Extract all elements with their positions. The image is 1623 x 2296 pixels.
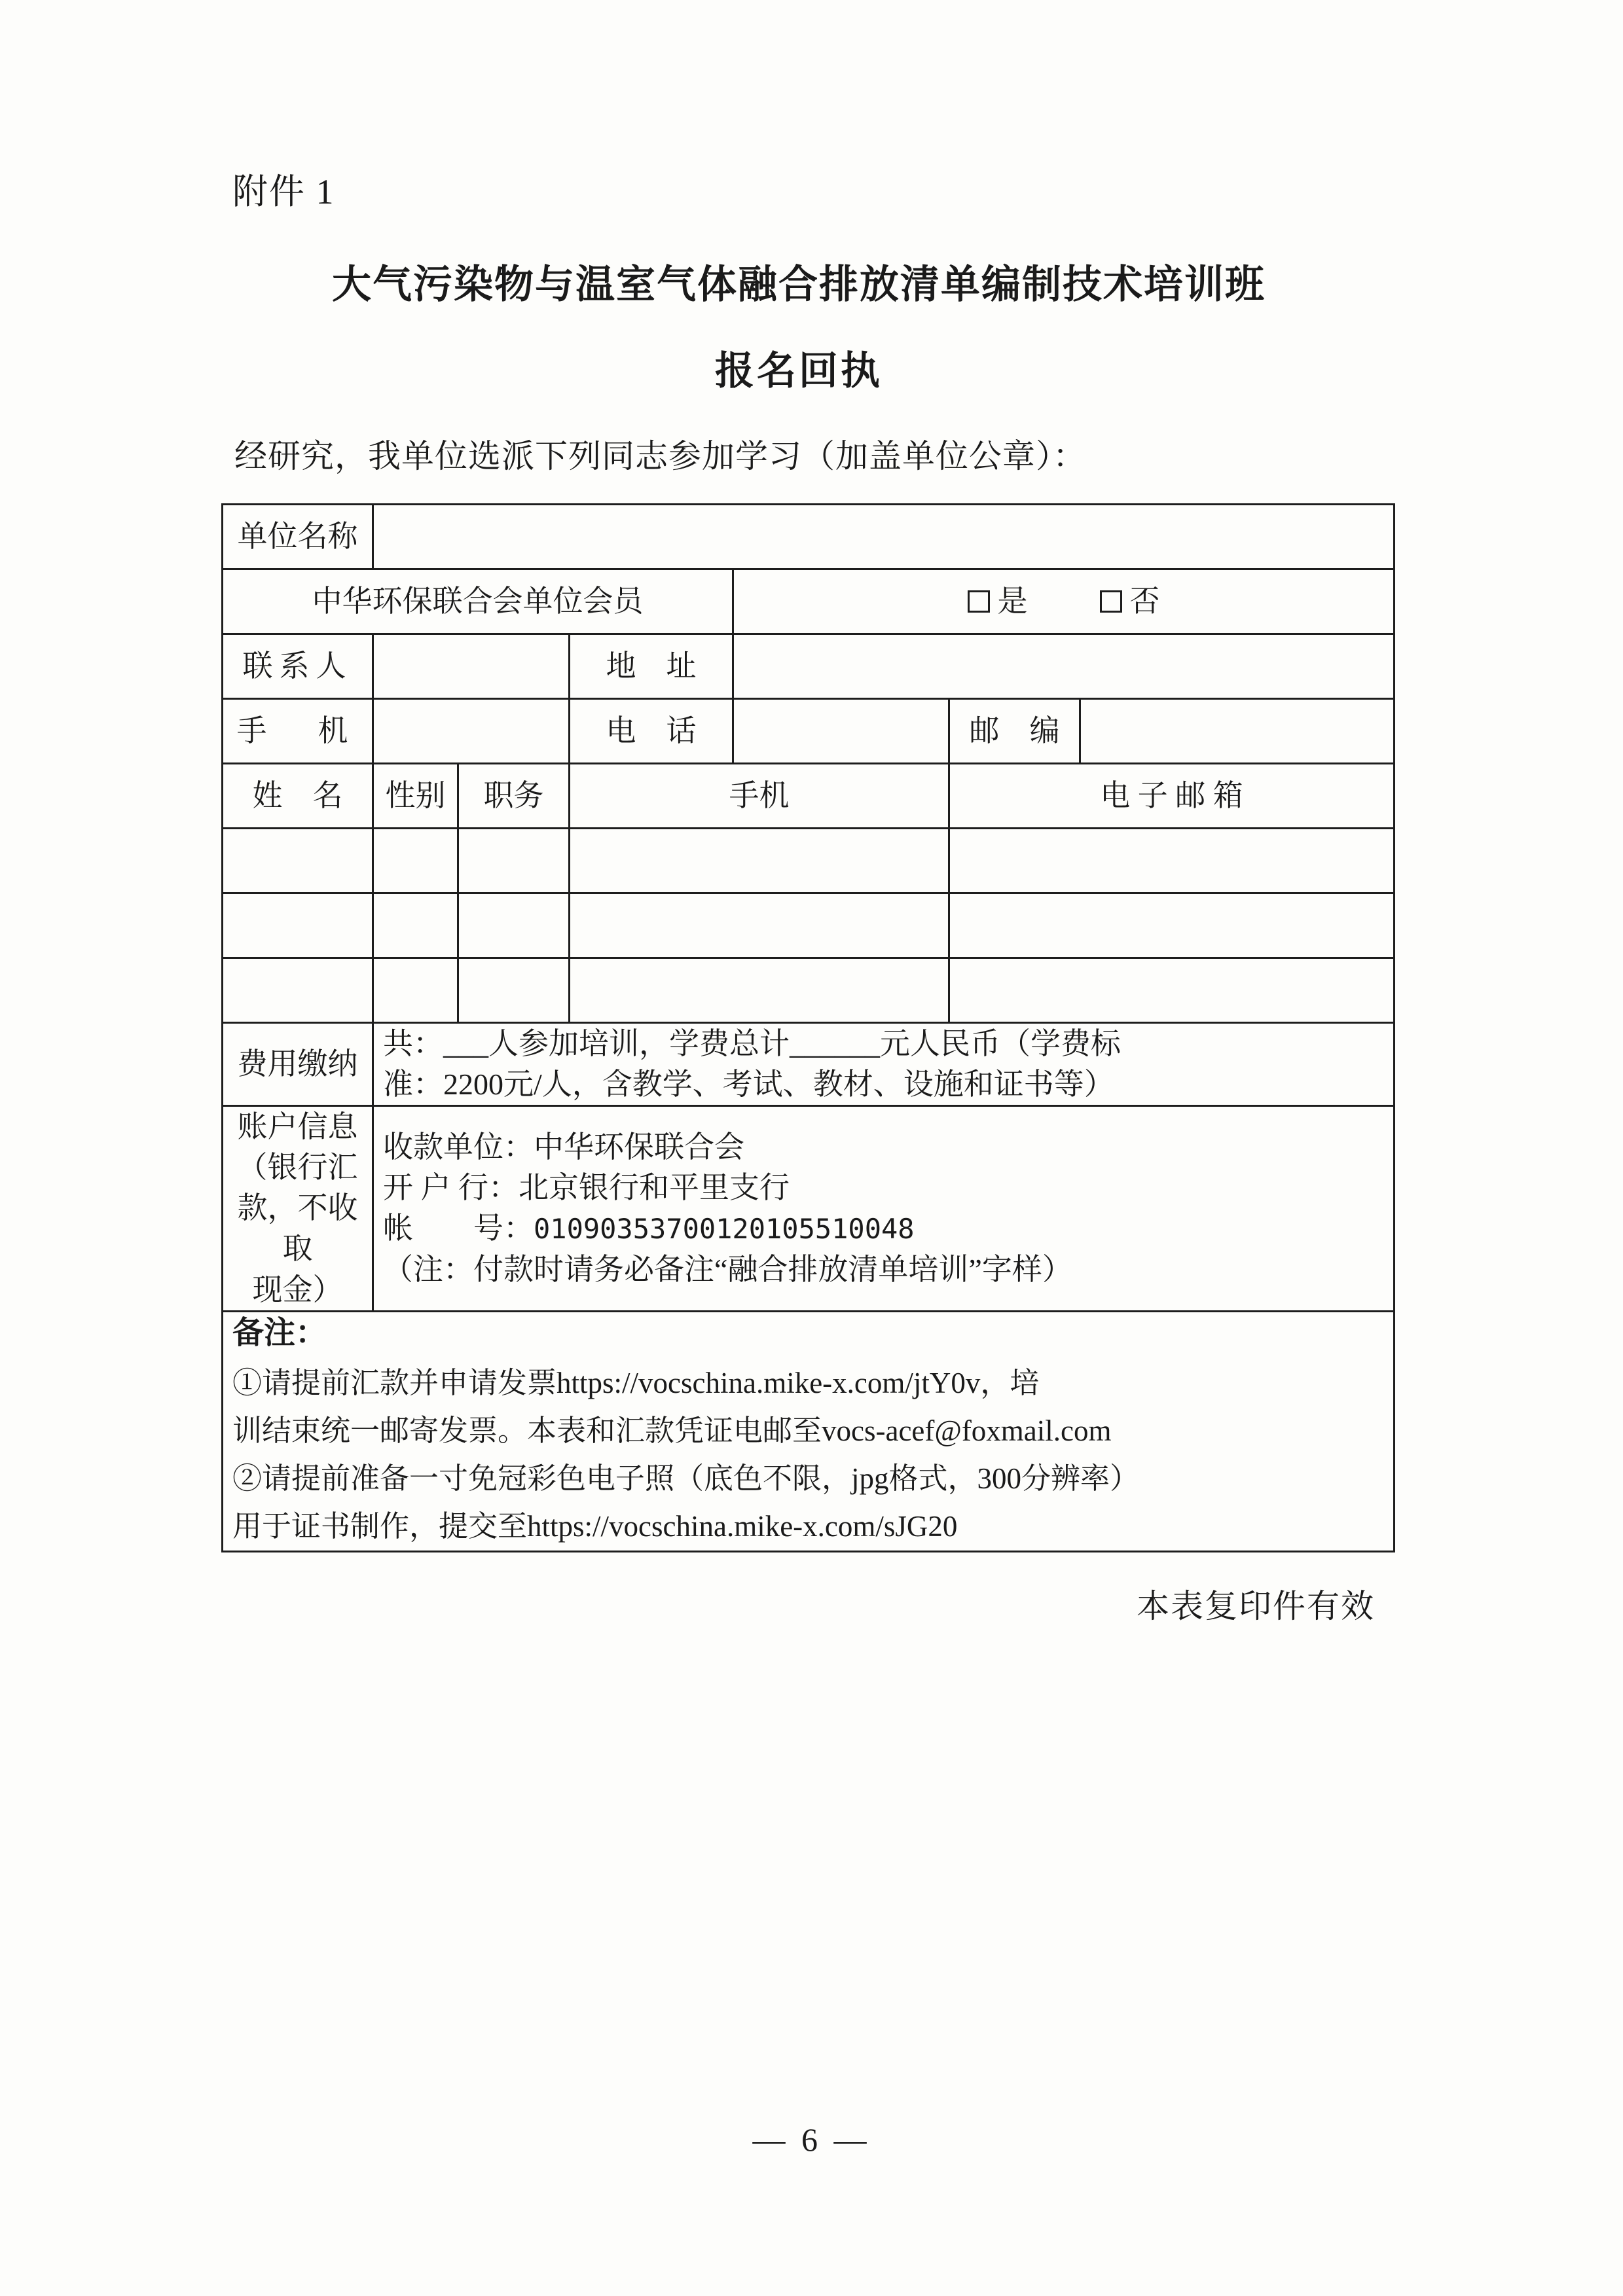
notes-title: 备注：	[232, 1315, 327, 1350]
lead-paragraph: 经研究，我单位选派下列同志参加学习（加盖单位公章）：	[234, 438, 1086, 475]
account-number-label: 帐 号：	[383, 1211, 534, 1246]
zip-label: 邮 编	[949, 699, 1080, 764]
person-name-input[interactable]	[223, 829, 373, 893]
account-payee-line	[383, 1127, 1384, 1168]
table-row-account	[223, 1106, 1395, 1311]
membership-yes-option[interactable]	[968, 581, 1028, 622]
membership-choices[interactable]	[733, 569, 1395, 634]
account-label-line-1: 账户信息	[237, 1110, 358, 1144]
person-gender-input[interactable]	[373, 958, 458, 1023]
address-label: 地 址	[570, 634, 733, 699]
person-name-input[interactable]	[223, 958, 373, 1023]
page-title: 大气污染物与温室气体融合排放清单编制技术培训班	[332, 263, 1266, 306]
account-bank-value: 北京银行和平里支行	[519, 1171, 790, 1205]
person-mobile-input[interactable]	[570, 893, 949, 958]
zip-input[interactable]	[1080, 699, 1395, 764]
fee-line-1: 共：___人参加培训，学费总计______元人民币（学费标	[383, 1027, 1121, 1060]
fee-description	[373, 1023, 1395, 1106]
account-details	[373, 1106, 1395, 1311]
person-gender-input[interactable]	[373, 893, 458, 958]
person-position-input[interactable]	[458, 958, 570, 1023]
table-row-person-headers	[223, 764, 1395, 829]
account-note: （注：付款时请务必备注“融合排放清单培训”字样）	[383, 1252, 1072, 1286]
address-input[interactable]	[733, 634, 1395, 699]
notes-line-1: ①请提前汇款并申请发票https://vocschina.mike-x.com/jtY0v，培	[232, 1367, 1040, 1400]
table-row-fee	[223, 1023, 1395, 1106]
mobile-label: 手 机	[223, 699, 373, 764]
person-email-input[interactable]	[949, 893, 1395, 958]
account-label-line-3: 款，不收取	[237, 1191, 358, 1266]
account-label	[223, 1106, 373, 1311]
contact-label: 联系人	[223, 634, 373, 699]
membership-label: 中华环保联合会单位会员	[223, 569, 733, 634]
table-row-unit-name	[223, 505, 1395, 569]
membership-no-option[interactable]	[1100, 581, 1160, 622]
person-header-mobile: 手机	[570, 764, 949, 829]
person-position-input[interactable]	[458, 829, 570, 893]
person-name-input[interactable]	[223, 893, 373, 958]
checkbox-icon[interactable]	[1100, 590, 1122, 613]
notes-section	[223, 1311, 1395, 1551]
table-row-membership	[223, 569, 1395, 634]
copy-valid-note: 本表复印件有效	[1137, 1588, 1375, 1625]
person-header-name: 姓 名	[223, 764, 373, 829]
membership-no-label: 否	[1129, 584, 1160, 618]
person-email-input[interactable]	[949, 958, 1395, 1023]
table-row-contact	[223, 634, 1395, 699]
contact-input[interactable]	[373, 634, 570, 699]
person-email-input[interactable]	[949, 829, 1395, 893]
table-row	[223, 893, 1395, 958]
table-row-phone	[223, 699, 1395, 764]
account-number-value: 01090353700120105510048	[534, 1213, 915, 1246]
unit-name-label: 单位名称	[223, 505, 373, 569]
mobile-input[interactable]	[373, 699, 570, 764]
account-number-line	[383, 1208, 1384, 1249]
fee-line-2: 准：2200元/人，含教学、考试、教材、设施和证书等）	[383, 1067, 1114, 1102]
notes-line-3: ②请提前准备一寸免冠彩色电子照（底色不限，jpg格式，300分辨率）	[232, 1462, 1140, 1496]
account-label-line-4: 现金）	[252, 1272, 343, 1306]
person-mobile-input[interactable]	[570, 958, 949, 1023]
unit-name-input[interactable]	[373, 505, 1395, 569]
person-header-position: 职务	[458, 764, 570, 829]
account-label-line-2: （银行汇	[237, 1151, 358, 1185]
person-header-email: 电 子 邮 箱	[949, 764, 1395, 829]
notes-line-2: 训结束统一邮寄发票。本表和汇款凭证电邮至vocs-acef@foxmail.com	[232, 1414, 1112, 1448]
fee-label: 费用缴纳	[223, 1023, 373, 1106]
attachment-label: 附件 1	[232, 172, 335, 211]
account-bank-label: 开 户 行：	[383, 1171, 519, 1205]
phone-input[interactable]	[733, 699, 949, 764]
notes-line-4: 用于证书制作，提交至https://vocschina.mike-x.com/sJG20	[232, 1510, 958, 1543]
account-payee-label: 收款单位：	[383, 1130, 534, 1164]
table-row-notes	[223, 1311, 1395, 1551]
phone-label: 电 话	[570, 699, 733, 764]
registration-form-table	[221, 503, 1395, 1552]
person-header-gender: 性别	[373, 764, 458, 829]
table-row	[223, 829, 1395, 893]
person-gender-input[interactable]	[373, 829, 458, 893]
checkbox-icon[interactable]	[968, 590, 990, 613]
membership-yes-label: 是	[997, 584, 1028, 618]
person-mobile-input[interactable]	[570, 829, 949, 893]
document-content	[216, 164, 1401, 1627]
page-subtitle: 报名回执	[715, 350, 883, 393]
table-row	[223, 958, 1395, 1023]
account-bank-line	[383, 1168, 1384, 1208]
page-number: — 6 —	[752, 2121, 871, 2158]
account-payee-value: 中华环保联合会	[534, 1130, 744, 1164]
person-position-input[interactable]	[458, 893, 570, 958]
